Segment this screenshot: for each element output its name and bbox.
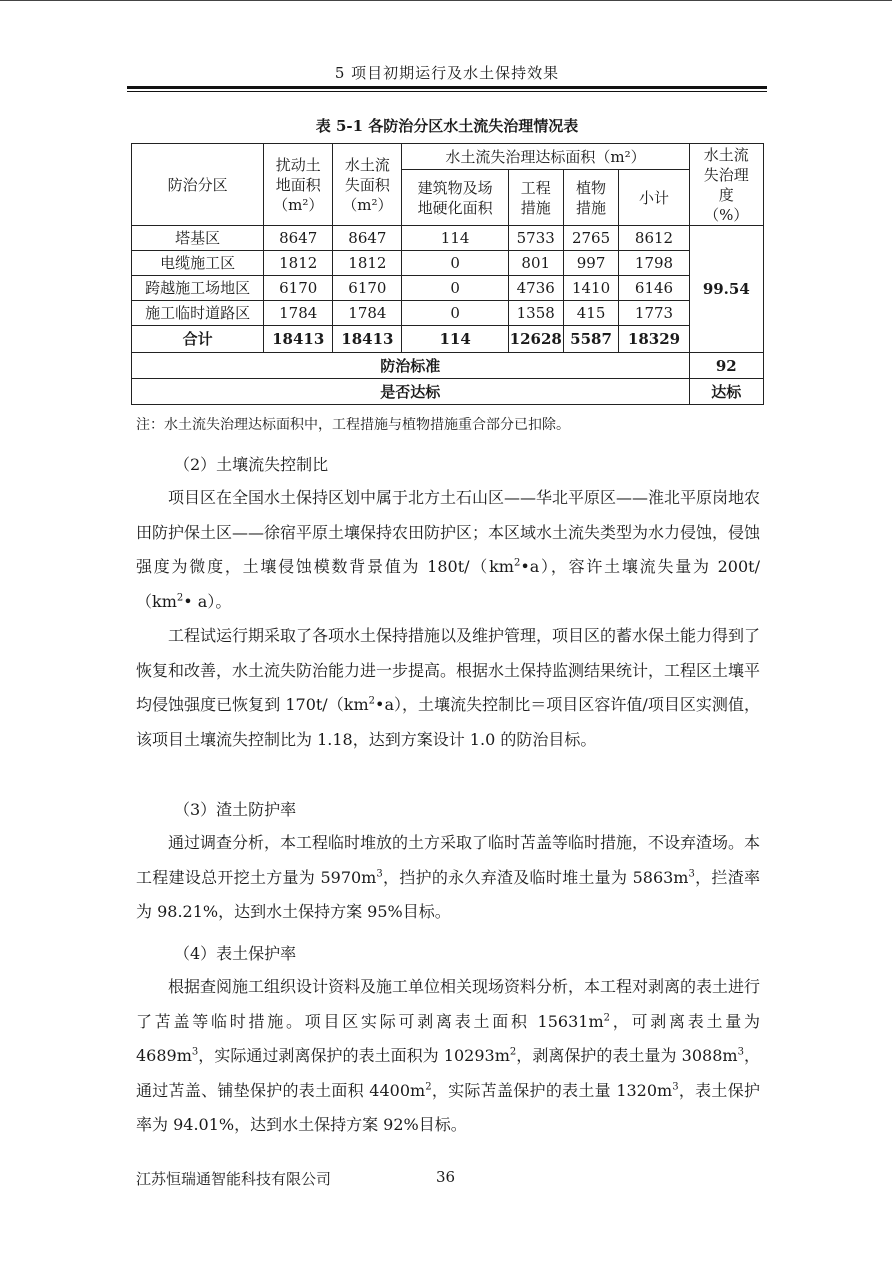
cell-building: 0 bbox=[402, 276, 508, 301]
superscript: 2 bbox=[509, 1046, 517, 1058]
cell-zone: 施工临时道路区 bbox=[132, 301, 264, 326]
cell-total-label: 合计 bbox=[132, 326, 264, 353]
header-disturbed-line1: 扰动土 bbox=[275, 155, 321, 174]
header-plant-line1: 植物 bbox=[576, 178, 607, 197]
header-engineering-line2: 措施 bbox=[520, 198, 551, 217]
cell-plant: 415 bbox=[563, 301, 619, 326]
text-run: ，通过苫盖、铺垫保护的表土面积 4400m bbox=[136, 1046, 760, 1100]
header-disturbed-area bbox=[264, 144, 333, 226]
text-run: 工程试运行期采取了各项水土保持措施以及维护管理，项目区的蓄水保土能力得到了恢复和改善，水土流失防治能力进一步提高。根据水土保持监测结果统计，工程区土壤平均侵蚀强度已恢复到 170t/（km bbox=[136, 626, 761, 714]
cell-zone: 电缆施工区 bbox=[132, 251, 264, 276]
header-rate-line2: 失治理 bbox=[703, 165, 749, 184]
text-run: 通过调查分析，本工程临时堆放的土方采取了临时苫盖等临时措施，不设弃渣场。本工程建设总开挖土方量为 5970m bbox=[136, 833, 761, 887]
cell-total-building: 114 bbox=[402, 326, 508, 353]
table-reach-row bbox=[132, 379, 764, 405]
header-building-line1: 建筑物及场 bbox=[417, 178, 493, 197]
cell-engineering: 5733 bbox=[508, 226, 563, 251]
cell-plant: 997 bbox=[563, 251, 619, 276]
header-rate-line3: 度 bbox=[718, 185, 734, 204]
header-treatment-rate bbox=[689, 144, 763, 226]
cell-subtotal: 1773 bbox=[619, 301, 689, 326]
cell-zone: 塔基区 bbox=[132, 226, 264, 251]
superscript: 2 bbox=[603, 1012, 610, 1024]
erosion-control-table bbox=[131, 143, 764, 405]
cell-total-disturbed: 18413 bbox=[264, 326, 333, 353]
section-heading-soil-loss-ratio: （2）土壤流失控制比 bbox=[174, 455, 329, 474]
cell-subtotal: 6146 bbox=[619, 276, 689, 301]
header-treated-area-group: 水土流失治理达标面积（m²） bbox=[402, 144, 689, 170]
table-row bbox=[132, 301, 764, 326]
page-number: 36 bbox=[436, 1168, 456, 1186]
header-rule-thick bbox=[127, 86, 767, 89]
text-run: ，可剥离表土量为 4689m bbox=[136, 1011, 760, 1065]
header-loss-area bbox=[333, 144, 402, 226]
superscript: 3 bbox=[672, 1081, 679, 1093]
cell-building: 114 bbox=[402, 226, 508, 251]
superscript: 2 bbox=[176, 592, 184, 604]
superscript: 3 bbox=[688, 868, 695, 880]
cell-total-subtotal: 18329 bbox=[619, 326, 689, 353]
text-run: ，挡护的永久弃渣及临时堆土量为 5863m bbox=[382, 867, 689, 887]
header-engineering bbox=[508, 170, 563, 226]
cell-subtotal: 1798 bbox=[619, 251, 689, 276]
cell-treatment-rate: 99.54 bbox=[689, 226, 763, 353]
cell-engineering: 1358 bbox=[508, 301, 563, 326]
text-run: ，实际通过剥离保护的表土面积为 10293m bbox=[198, 1046, 510, 1065]
header-zone: 防治分区 bbox=[132, 144, 264, 226]
text-run: • a）。 bbox=[183, 591, 232, 611]
header-disturbed-line3: （m²） bbox=[273, 195, 324, 214]
table-total-row bbox=[132, 326, 764, 353]
cell-total-plant: 5587 bbox=[563, 326, 619, 353]
header-disturbed-line2: 地面积 bbox=[275, 175, 321, 194]
header-rule-thin bbox=[127, 91, 767, 92]
cell-plant: 1410 bbox=[563, 276, 619, 301]
table-row bbox=[132, 251, 764, 276]
cell-reach-label: 是否达标 bbox=[132, 379, 690, 405]
text-run: 根据查阅施工组织设计资料及施工单位相关现场资料分析，本工程对剥离的表土进行了苫盖等临时措施。项目区实际可剥离表土面积 15631m bbox=[136, 977, 761, 1031]
cell-loss: 1784 bbox=[333, 301, 402, 326]
table-header-row bbox=[132, 144, 764, 170]
table-row bbox=[132, 226, 764, 251]
footer-company: 江苏恒瑞通智能科技有限公司 bbox=[136, 1170, 332, 1188]
superscript: 3 bbox=[737, 1046, 744, 1058]
paragraph-soil-loss-ratio bbox=[136, 619, 760, 757]
table-caption: 表 5-1 各防治分区水土流失治理情况表 bbox=[315, 117, 579, 135]
header-building-line2: 地硬化面积 bbox=[417, 198, 493, 217]
header-rate-line4: （%） bbox=[704, 205, 749, 224]
text-run: •a），容许土壤流失量为 200t/（km bbox=[136, 557, 760, 611]
text-run: 项目区在全国水土保持区划中属于北方土石山区——华北平原区——淮北平原岗地农田防护保土区——徐宿平原土壤保持农田防护区；本区域水土流失类型为水力侵蚀，侵蚀强度为微度，土壤侵蚀模数背景值为 180t/（km bbox=[136, 488, 761, 576]
cell-standard-value: 92 bbox=[689, 353, 763, 379]
superscript: 3 bbox=[191, 1046, 199, 1058]
cell-reach-value: 达标 bbox=[689, 379, 763, 405]
header-plant bbox=[563, 170, 619, 226]
superscript: 3 bbox=[376, 868, 383, 880]
cell-loss: 1812 bbox=[333, 251, 402, 276]
text-run: ，剥离保护的表土量为 3088m bbox=[516, 1046, 738, 1065]
cell-plant: 2765 bbox=[563, 226, 619, 251]
cell-engineering: 4736 bbox=[508, 276, 563, 301]
paragraph-slag-protection bbox=[136, 826, 760, 930]
page-header: 5 项目初期运行及水土保持效果 bbox=[334, 64, 560, 82]
cell-loss: 8647 bbox=[333, 226, 402, 251]
cell-disturbed: 1812 bbox=[264, 251, 333, 276]
paragraph-soil-region bbox=[136, 481, 760, 619]
top-border bbox=[0, 0, 892, 1]
header-rate-line1: 水土流 bbox=[703, 145, 749, 164]
cell-disturbed: 6170 bbox=[264, 276, 333, 301]
header-engineering-line1: 工程 bbox=[520, 178, 551, 197]
header-subtotal: 小计 bbox=[619, 170, 689, 226]
cell-subtotal: 8612 bbox=[619, 226, 689, 251]
header-building-area bbox=[402, 170, 508, 226]
text-run: ，表土保护率为 94.01%，达到水土保持方案 92%目标。 bbox=[136, 1080, 760, 1134]
superscript: 2 bbox=[513, 557, 521, 569]
section-heading-slag-protection: （3）渣土防护率 bbox=[174, 800, 297, 819]
cell-total-loss: 18413 bbox=[333, 326, 402, 353]
superscript: 2 bbox=[368, 695, 375, 707]
cell-standard-label: 防治标准 bbox=[132, 353, 690, 379]
text-run: ，实际苫盖保护的表土量 1320m bbox=[431, 1080, 673, 1100]
text-run: ，拦渣率为 98.21%，达到水土保持方案 95%目标。 bbox=[136, 867, 760, 921]
cell-disturbed: 1784 bbox=[264, 301, 333, 326]
section-heading-topsoil-protection: （4）表土保护率 bbox=[174, 944, 297, 963]
table-standard-row bbox=[132, 353, 764, 379]
cell-engineering: 801 bbox=[508, 251, 563, 276]
header-loss-line2: 失面积 bbox=[344, 175, 390, 194]
table-note: 注：水土流失治理达标面积中，工程措施与植物措施重合部分已扣除。 bbox=[136, 417, 570, 433]
header-loss-line3: （m²） bbox=[342, 195, 393, 214]
paragraph-topsoil-protection bbox=[136, 970, 760, 1143]
text-run: •a），土壤流失控制比＝项目区容许值/项目区实测值，该项目土壤流失控制比为 1.18，达到方案设计 1.0 的防治目标。 bbox=[136, 695, 760, 749]
superscript: 2 bbox=[425, 1081, 432, 1093]
cell-loss: 6170 bbox=[333, 276, 402, 301]
cell-building: 0 bbox=[402, 301, 508, 326]
table-row bbox=[132, 276, 764, 301]
cell-total-engineering: 12628 bbox=[508, 326, 563, 353]
header-plant-line2: 措施 bbox=[576, 198, 607, 217]
cell-zone: 跨越施工场地区 bbox=[132, 276, 264, 301]
cell-disturbed: 8647 bbox=[264, 226, 333, 251]
cell-building: 0 bbox=[402, 251, 508, 276]
header-loss-line1: 水土流 bbox=[344, 155, 390, 174]
